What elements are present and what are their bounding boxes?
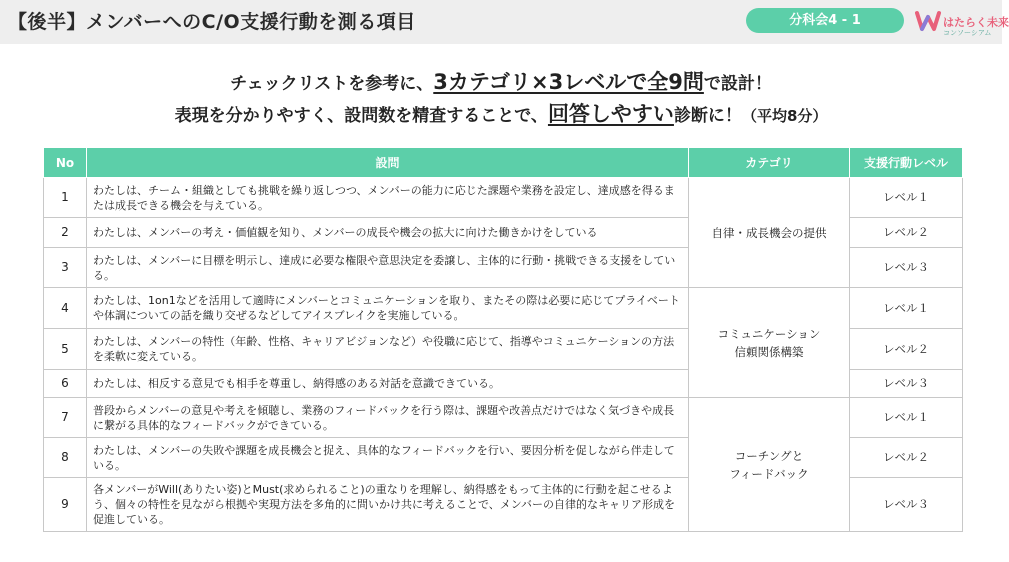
- question-text: わたしは、メンバーの特性（年齢、性格、キャリアビジョンなど）や役職に応じて、指導やコミュニケーションの方法を柔軟に変えている。: [87, 329, 689, 370]
- header-category: カテゴリ: [689, 148, 850, 178]
- question-text: わたしは、相反する意見でも相手を尊重し、納得感のある対話を意識できている。: [87, 370, 689, 398]
- intro-line-1: [0, 66, 1002, 96]
- level-cell: レベル２: [850, 438, 963, 478]
- row-number: 2: [44, 218, 87, 248]
- category-cell: コーチングと フィードバック: [689, 398, 850, 532]
- intro-line-1-post: で設計！: [703, 74, 772, 94]
- header-bar: [0, 0, 1009, 44]
- header-level: 支援行動レベル: [850, 148, 963, 178]
- consortium-logo: [915, 5, 1009, 39]
- intro-line-2-pre: 表現を分かりやすく、設問数を精査することで、: [174, 106, 548, 126]
- question-text: 普段からメンバーの意見や考えを傾聴し、業務のフィードバックを行う際は、課題や改善点だけではなく気づきや成長に繋がる具体的なフィードバックができている。: [87, 398, 689, 438]
- level-cell: レベル２: [850, 218, 963, 248]
- row-number: 7: [44, 398, 87, 438]
- level-cell: レベル１: [850, 178, 963, 218]
- header-no: No: [44, 148, 87, 178]
- intro-line-1-pre: チェックリストを参考に、: [230, 74, 434, 94]
- row-number: 1: [44, 178, 87, 218]
- table-header-row: [44, 148, 963, 178]
- category-cell: 自律・成長機会の提供: [689, 178, 850, 288]
- intro-line-1-highlight: 3カテゴリ×3レベルで全9問: [433, 70, 704, 94]
- level-cell: レベル３: [850, 370, 963, 398]
- question-text: わたしは、メンバーの失敗や課題を成長機会と捉え、具体的なフィードバックを行い、要因分析を促しながら伴走している。: [87, 438, 689, 478]
- question-text: わたしは、メンバーの考え・価値観を知り、メンバーの成長や機会の拡大に向けた働きかけをしている: [87, 218, 689, 248]
- table-row: [44, 288, 963, 329]
- row-number: 9: [44, 478, 87, 532]
- logo-sub-text: コンソーシアム: [943, 29, 992, 37]
- level-cell: レベル３: [850, 478, 963, 532]
- level-cell: レベル３: [850, 248, 963, 288]
- category-cell: コミュニケーション 信頼関係構築: [689, 288, 850, 398]
- table-row: [44, 398, 963, 438]
- question-text: 各メンバーがWill(ありたい姿)とMust(求められること)の重なりを理解し、納得感をもって主体的に行動を起こせるよう、個々の特性を見ながら根拠や実現方法を多角的に問いかけ共に考えることで、メンバーの自律的なキャリア形成を促進している。: [87, 478, 689, 532]
- intro-line-2: [0, 98, 1002, 128]
- question-table: [43, 147, 963, 532]
- level-cell: レベル１: [850, 398, 963, 438]
- row-number: 6: [44, 370, 87, 398]
- header-question: 設問: [87, 148, 689, 178]
- intro-average-time: （平均8分）: [741, 107, 828, 125]
- page-title: 【後半】メンバーへのC/O支援行動を測る項目: [8, 11, 416, 33]
- intro-line-2-post: 診断に！: [673, 106, 742, 126]
- row-number: 4: [44, 288, 87, 329]
- row-number: 3: [44, 248, 87, 288]
- row-number: 8: [44, 438, 87, 478]
- logo-main-text: はたらく未来: [943, 16, 1009, 29]
- question-text: わたしは、1on1などを活用して適時にメンバーとコミュニケーションを取り、またその際は必要に応じてプライベートや体調についての話を織り交ぜるなどしてアイスブレイクを実施している。: [87, 288, 689, 329]
- question-text: わたしは、メンバーに目標を明示し、達成に必要な権限や意思決定を委譲し、主体的に行動・挑戦できる支援をしている。: [87, 248, 689, 288]
- session-badge: 分科会4 - 1: [746, 8, 904, 33]
- row-number: 5: [44, 329, 87, 370]
- level-cell: レベル１: [850, 288, 963, 329]
- table-row: [44, 178, 963, 218]
- question-text: わたしは、チーム・組織としても挑戦を繰り返しつつ、メンバーの能力に応じた課題や業務を設定し、達成感を得るまたは成長できる機会を与えている。: [87, 178, 689, 218]
- w-logo-icon: [915, 8, 941, 34]
- intro-line-2-highlight: 回答しやすい: [547, 102, 674, 126]
- level-cell: レベル２: [850, 329, 963, 370]
